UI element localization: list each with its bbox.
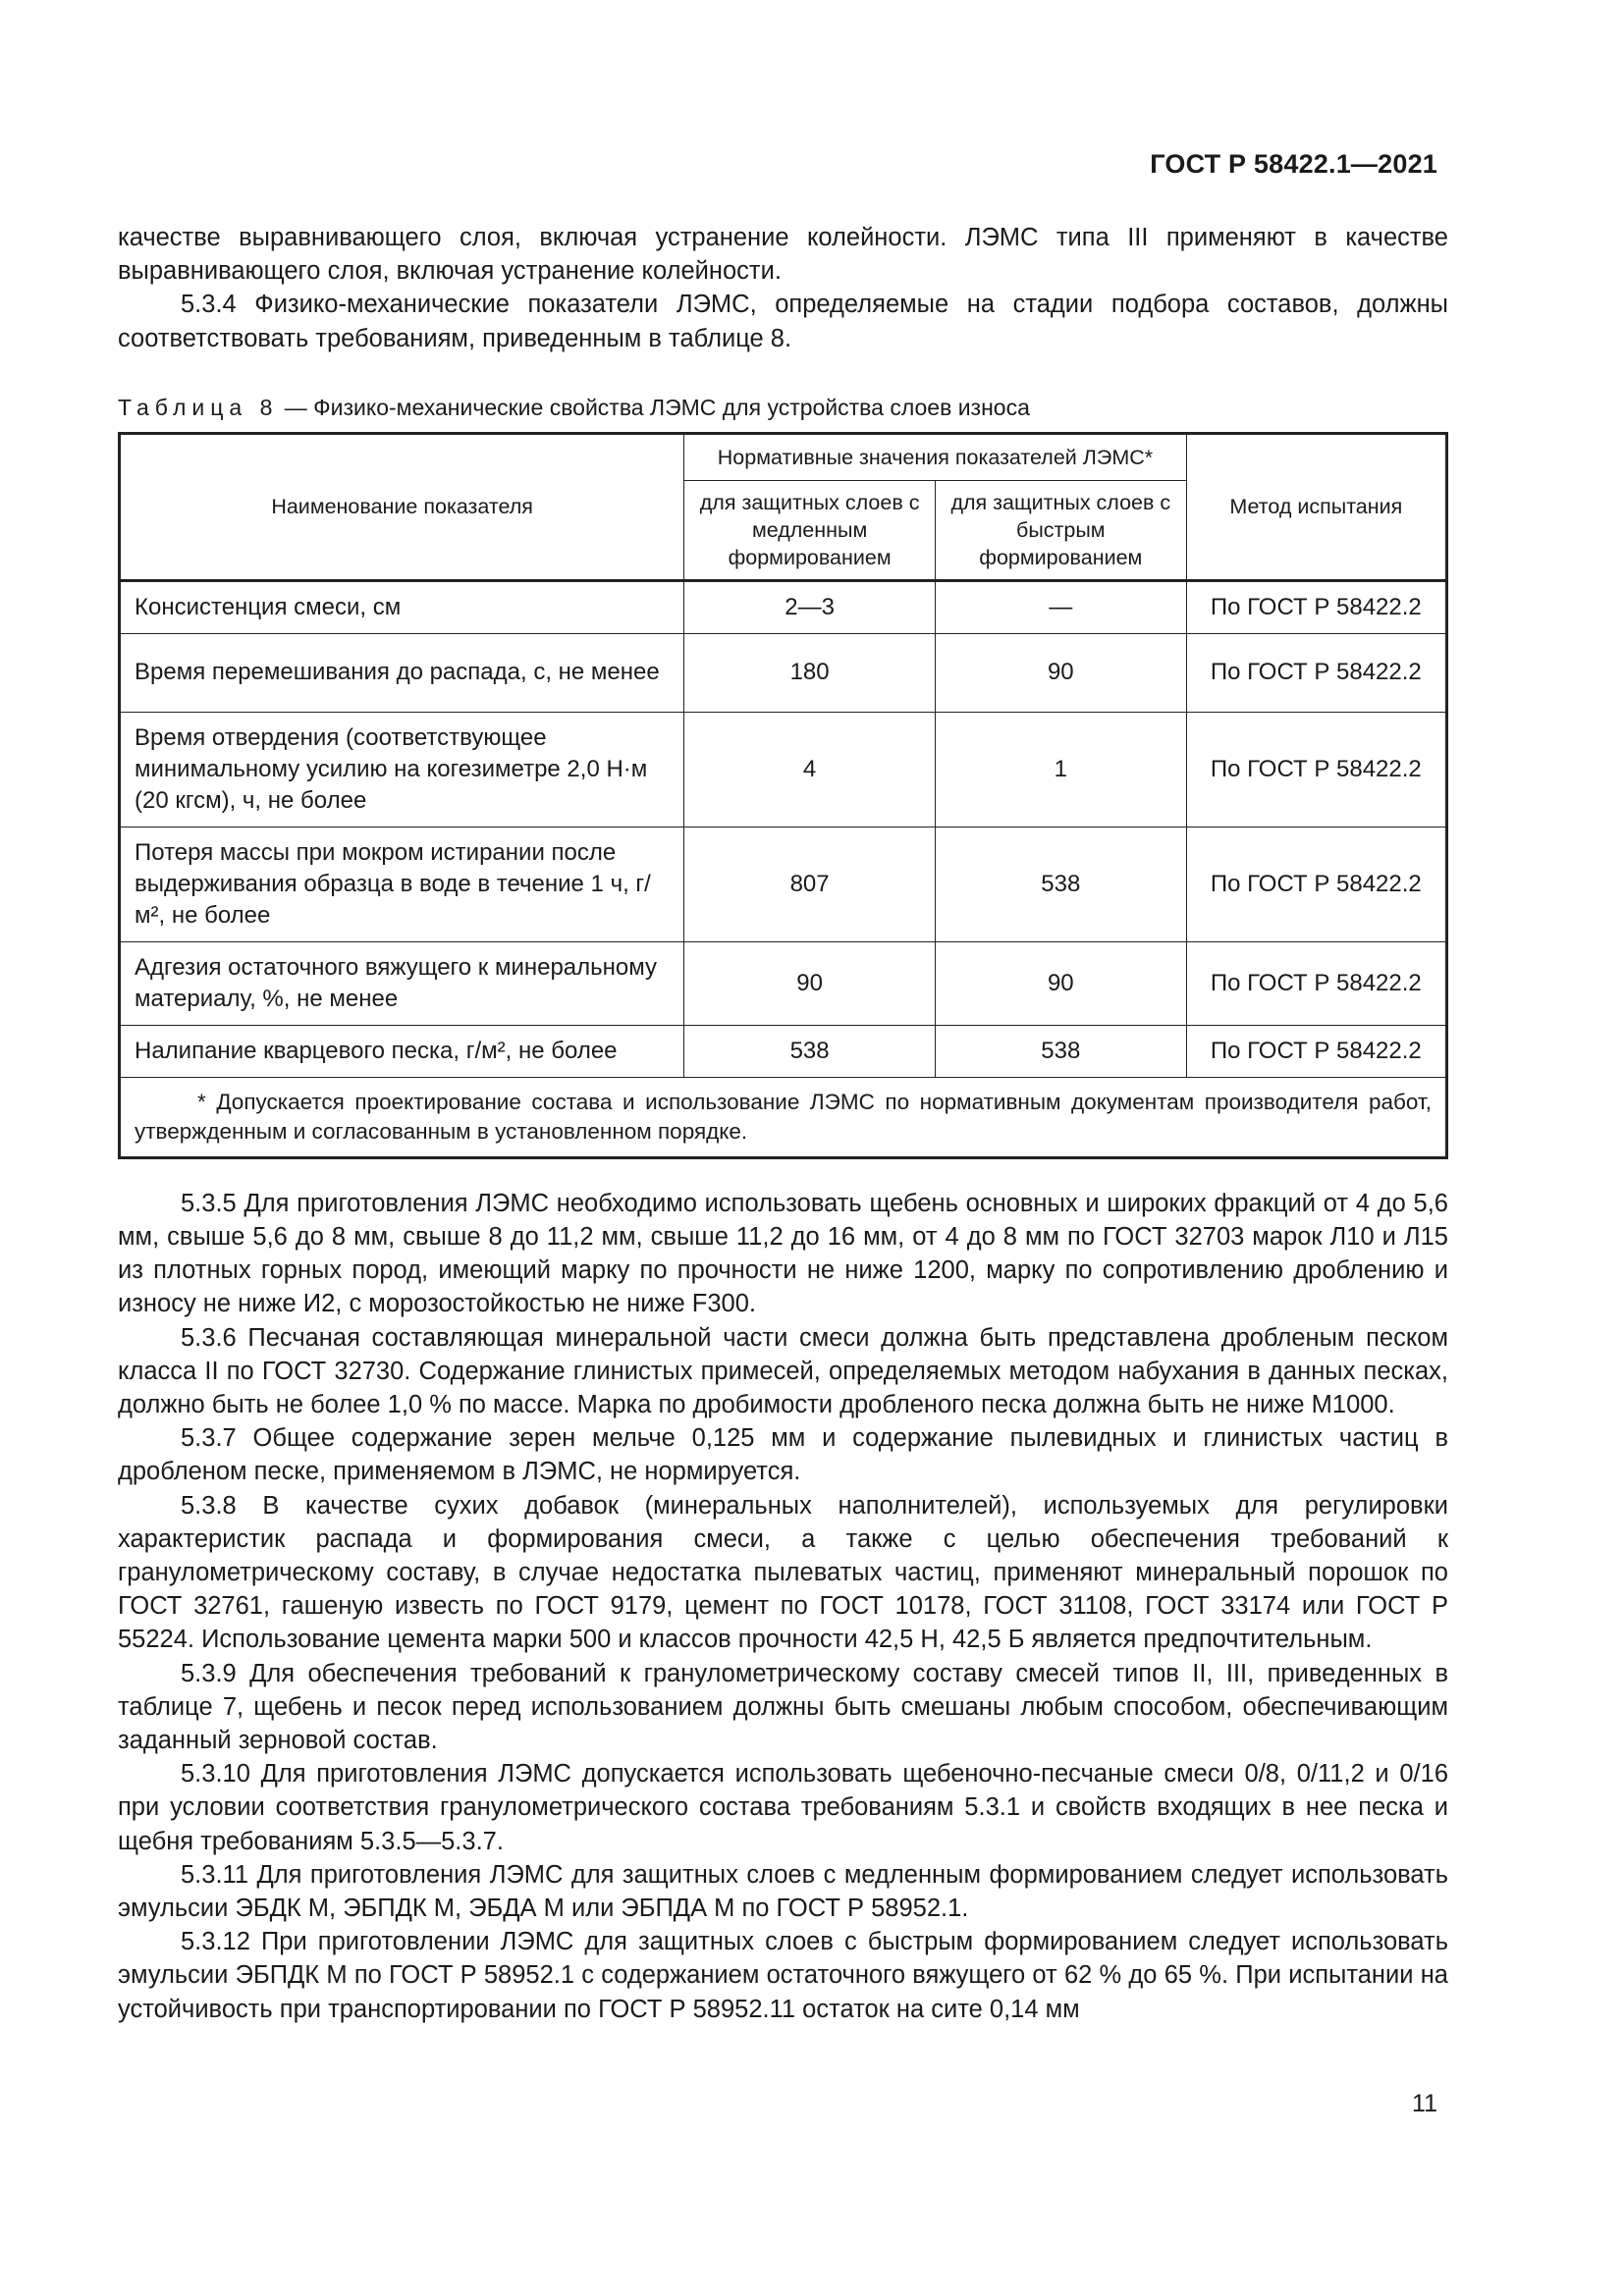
cell-method: По ГОСТ Р 58422.2: [1186, 1025, 1446, 1077]
header-indicator-name: Наименование показателя: [120, 433, 684, 580]
header-fast-formation: для защитных слоев с быстрым формированием: [935, 480, 1186, 580]
table-body: [120, 580, 1447, 1157]
paragraph: 5.3.6 Песчаная составляющая минеральной части смеси должна быть представлена дробленым песком класса II по ГОСТ 32730. Содержание глинистых примесей, определяемых методом набухания в данных песках, должно быть не более 1,0 % по массе. Марка по дробимости дробленого песка должна быть не ниже М1000.: [118, 1323, 1448, 1419]
paragraph: 5.3.11 Для приготовления ЛЭМС для защитных слоев с медленным формированием следует использовать эмульсии ЭБДК М, ЭБПДК М, ЭБДА М или ЭБПДА М по ГОСТ Р 58952.1.: [118, 1860, 1448, 1923]
table-row: [120, 1025, 1447, 1077]
paragraph: 5.3.10 Для приготовления ЛЭМС допускается использовать щебеночно-песчаные смеси 0/8, 0/11,2 и 0/16 при условии соответствия гранулометрического состава требованиям 5.3.1 и свойств входящих в нее песка и щебня требованиям 5.3.5—5.3.7.: [118, 1760, 1448, 1855]
paragraph: 5.3.5 Для приготовления ЛЭМС необходимо использовать щебень основных и широких фракций от 4 до 5,6 мм, свыше 5,6 до 8 мм, свыше 8 до 11,2 мм, свыше 11,2 до 16 мм, от 4 до 8 мм по ГОСТ 32703 марок Л10 и Л15 из плотных горных пород, имеющий марку по прочности не ниже 1200, марку по сопротивлению дроблению и износу не ниже И2, с морозостойкостью не ниже F300.: [118, 1189, 1448, 1318]
paragraph: 5.3.7 Общее содержание зерен мельче 0,125 мм и содержание пылевидных и глинистых частиц в дробленом песке, применяемом в ЛЭМС, не нормируется.: [118, 1424, 1448, 1486]
cell-fast: 1: [935, 712, 1186, 827]
table-row: [120, 827, 1447, 941]
table-row: [120, 633, 1447, 712]
header-test-method: Метод испытания: [1186, 433, 1446, 580]
table-caption-label: Таблица 8: [118, 394, 279, 420]
paragraph: 5.3.8 В качестве сухих добавок (минеральных наполнителей), используемых для регулировки характеристик распада и формирования смеси, а также с целью обеспечения требований к гранулометрическому составу, в случае недостатка пылеватых частиц, применяют минеральный порошок по ГОСТ 32761, гашеную известь по ГОСТ 9179, цемент по ГОСТ 10178, ГОСТ 31108, ГОСТ 33174 или ГОСТ Р 55224. Использование цемента марки 500 и классов прочности 42,5 Н, 42,5 Б является предпочтительным.: [118, 1491, 1448, 1654]
cell-name: Потеря массы при мокром истирании после выдерживания образца в воде в течение 1 ч, г/м², не более: [120, 827, 684, 941]
cell-slow: 2—3: [684, 580, 936, 633]
properties-table: [118, 432, 1448, 1159]
paragraph-5-3-4: 5.3.4 Физико-механические показатели ЛЭМС, определяемые на стадии подбора составов, должны соответствовать требованиям, приведенным в таблице 8.: [118, 291, 1448, 352]
table-caption-text: — Физико-механические свойства ЛЭМС для устройства слоев износа: [278, 394, 1030, 420]
cell-slow: 4: [684, 712, 936, 827]
cell-name: Время отвердения (соответствующее минимальному усилию на когезиметре 2,0 Н·м (20 кгсм), ч, не более: [120, 712, 684, 827]
paragraph-continuation: качестве выравнивающего слоя, включая устранение колейности. ЛЭМС типа III применяют в качестве выравнивающего слоя, включая устранение колейности.: [118, 224, 1448, 286]
cell-fast: 90: [935, 633, 1186, 712]
table-row: [120, 580, 1447, 633]
cell-name: Налипание кварцевого песка, г/м², не более: [120, 1025, 684, 1077]
page-content: [118, 221, 1448, 2026]
cell-method: По ГОСТ Р 58422.2: [1186, 827, 1446, 941]
table-row: [120, 941, 1447, 1025]
cell-slow: 180: [684, 633, 936, 712]
cell-name: Адгезия остаточного вяжущего к минеральному материалу, %, не менее: [120, 941, 684, 1025]
table-footnote-row: [120, 1077, 1447, 1157]
paragraphs-after: [118, 1187, 1448, 2026]
cell-method: По ГОСТ Р 58422.2: [1186, 941, 1446, 1025]
cell-slow: 538: [684, 1025, 936, 1077]
document-header: ГОСТ Р 58422.1—2021: [1150, 149, 1437, 179]
table-footnote: * Допускается проектирование состава и использование ЛЭМС по нормативным документам производителя работ, утвержденным и согласованным в установленном порядке.: [120, 1077, 1447, 1157]
cell-fast: —: [935, 580, 1186, 633]
cell-method: По ГОСТ Р 58422.2: [1186, 712, 1446, 827]
paragraph: 5.3.9 Для обеспечения требований к гранулометрическому составу смесей типов II, III, приведенных в таблице 7, щебень и песок перед использованием должны быть смешаны любым способом, обеспечивающим заданный зерновой состав.: [118, 1659, 1448, 1755]
header-normative-values: Нормативные значения показателей ЛЭМС*: [684, 433, 1186, 480]
cell-method: По ГОСТ Р 58422.2: [1186, 633, 1446, 712]
table-row: [120, 712, 1447, 827]
cell-fast: 538: [935, 827, 1186, 941]
cell-slow: 807: [684, 827, 936, 941]
cell-fast: 90: [935, 941, 1186, 1025]
page-number: 11: [1412, 2090, 1437, 2117]
table-caption: [118, 393, 1448, 432]
cell-name: Время перемешивания до распада, с, не менее: [120, 633, 684, 712]
cell-name: Консистенция смеси, см: [120, 580, 684, 633]
cell-slow: 90: [684, 941, 936, 1025]
cell-fast: 538: [935, 1025, 1186, 1077]
header-slow-formation: для защитных слоев с медленным формированием: [684, 480, 936, 580]
cell-method: По ГОСТ Р 58422.2: [1186, 580, 1446, 633]
paragraph: 5.3.12 При приготовлении ЛЭМС для защитных слоев с быстрым формированием следует использовать эмульсии ЭБПДК М по ГОСТ Р 58952.1 с содержанием остаточного вяжущего от 62 % до 65 %. При испытании на устойчивость при транспортировании по ГОСТ Р 58952.11 остаток на сите 0,14 мм: [118, 1928, 1448, 2023]
